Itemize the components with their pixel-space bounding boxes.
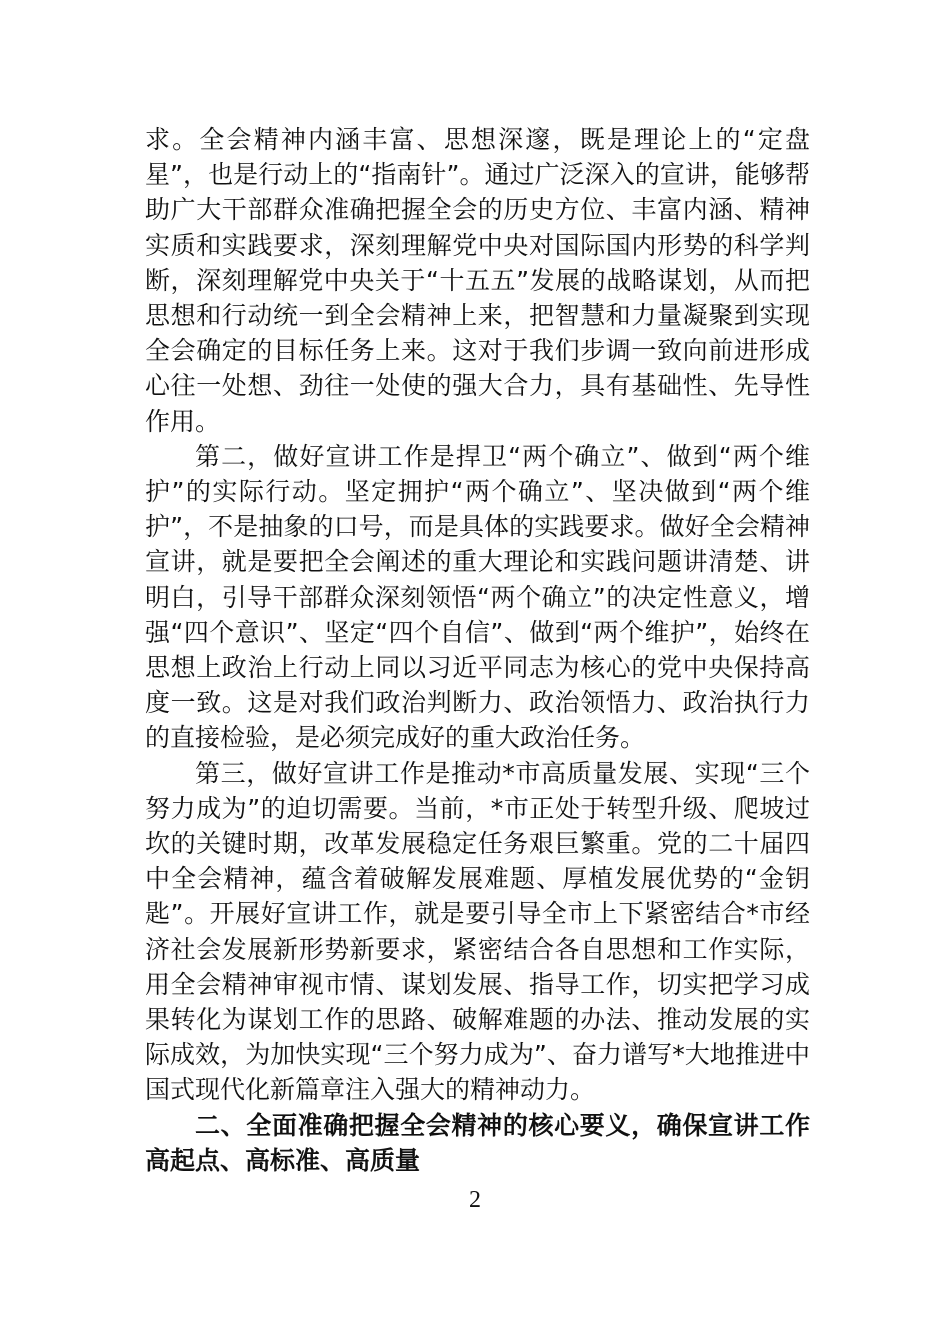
paragraph-third-point: 第三，做好宣讲工作是推动*市高质量发展、实现“三个努力成为”的迫切需要。当前，*市正处于转型升级、爬坡过坎的关键时期，改革发展稳定任务艰巨繁重。党的二十届四中全会精神，蕴含着破解发展难题、厚植发展优势的“金钥匙”。开展好宣讲工作，就是要引导全市上下紧密结合*市经济社会发展新形势新要求，紧密结合各自思想和工作实际，用全会精神审视市情、谋划发展、指导工作，切实把学习成果转化为谋划工作的思路、破解难题的办法、推动发展的实际成效，为加快实现“三个努力成为”、奋力谱写*大地推进中国式现代化新篇章注入强大的精神动力。	[145, 758, 810, 1105]
body-text	[145, 122, 810, 1178]
paragraph-continuation: 求。全会精神内涵丰富、思想深邃，既是理论上的“定盘星”，也是行动上的“指南针”。通过广泛深入的宣讲，能够帮助广大干部群众准确把握全会的历史方位、丰富内涵、精神实质和实践要求，深刻理解党中央对国际国内形势的科学判断，深刻理解党中央关于“十五五”发展的战略谋划，从而把思想和行动统一到全会精神上来，把智慧和力量凝聚到实现全会确定的目标任务上来。这对于我们步调一致向前进形成心往一处想、劲往一处使的强大合力，具有基础性、先导性作用。	[145, 125, 810, 436]
section-heading: 二、全面准确把握全会精神的核心要义，确保宣讲工作高起点、高标准、高质量	[145, 1110, 810, 1175]
page-number: 2	[469, 1187, 481, 1213]
paragraph-second-point: 第二，做好宣讲工作是捍卫“两个确立”、做到“两个维护”的实际行动。坚定拥护“两个确立”、坚决做到“两个维护”，不是抽象的口号，而是具体的实践要求。做好全会精神宣讲，就是要把全会阐述的重大理论和实践问题讲清楚、讲明白，引导干部群众深刻领悟“两个确立”的决定性意义，增强“四个意识”、坚定“四个自信”、做到“两个维护”，始终在思想上政治上行动上同以习近平同志为核心的党中央保持高度一致。这是对我们政治判断力、政治领悟力、政治执行力的直接检验，是必须完成好的重大政治任务。	[145, 441, 810, 753]
